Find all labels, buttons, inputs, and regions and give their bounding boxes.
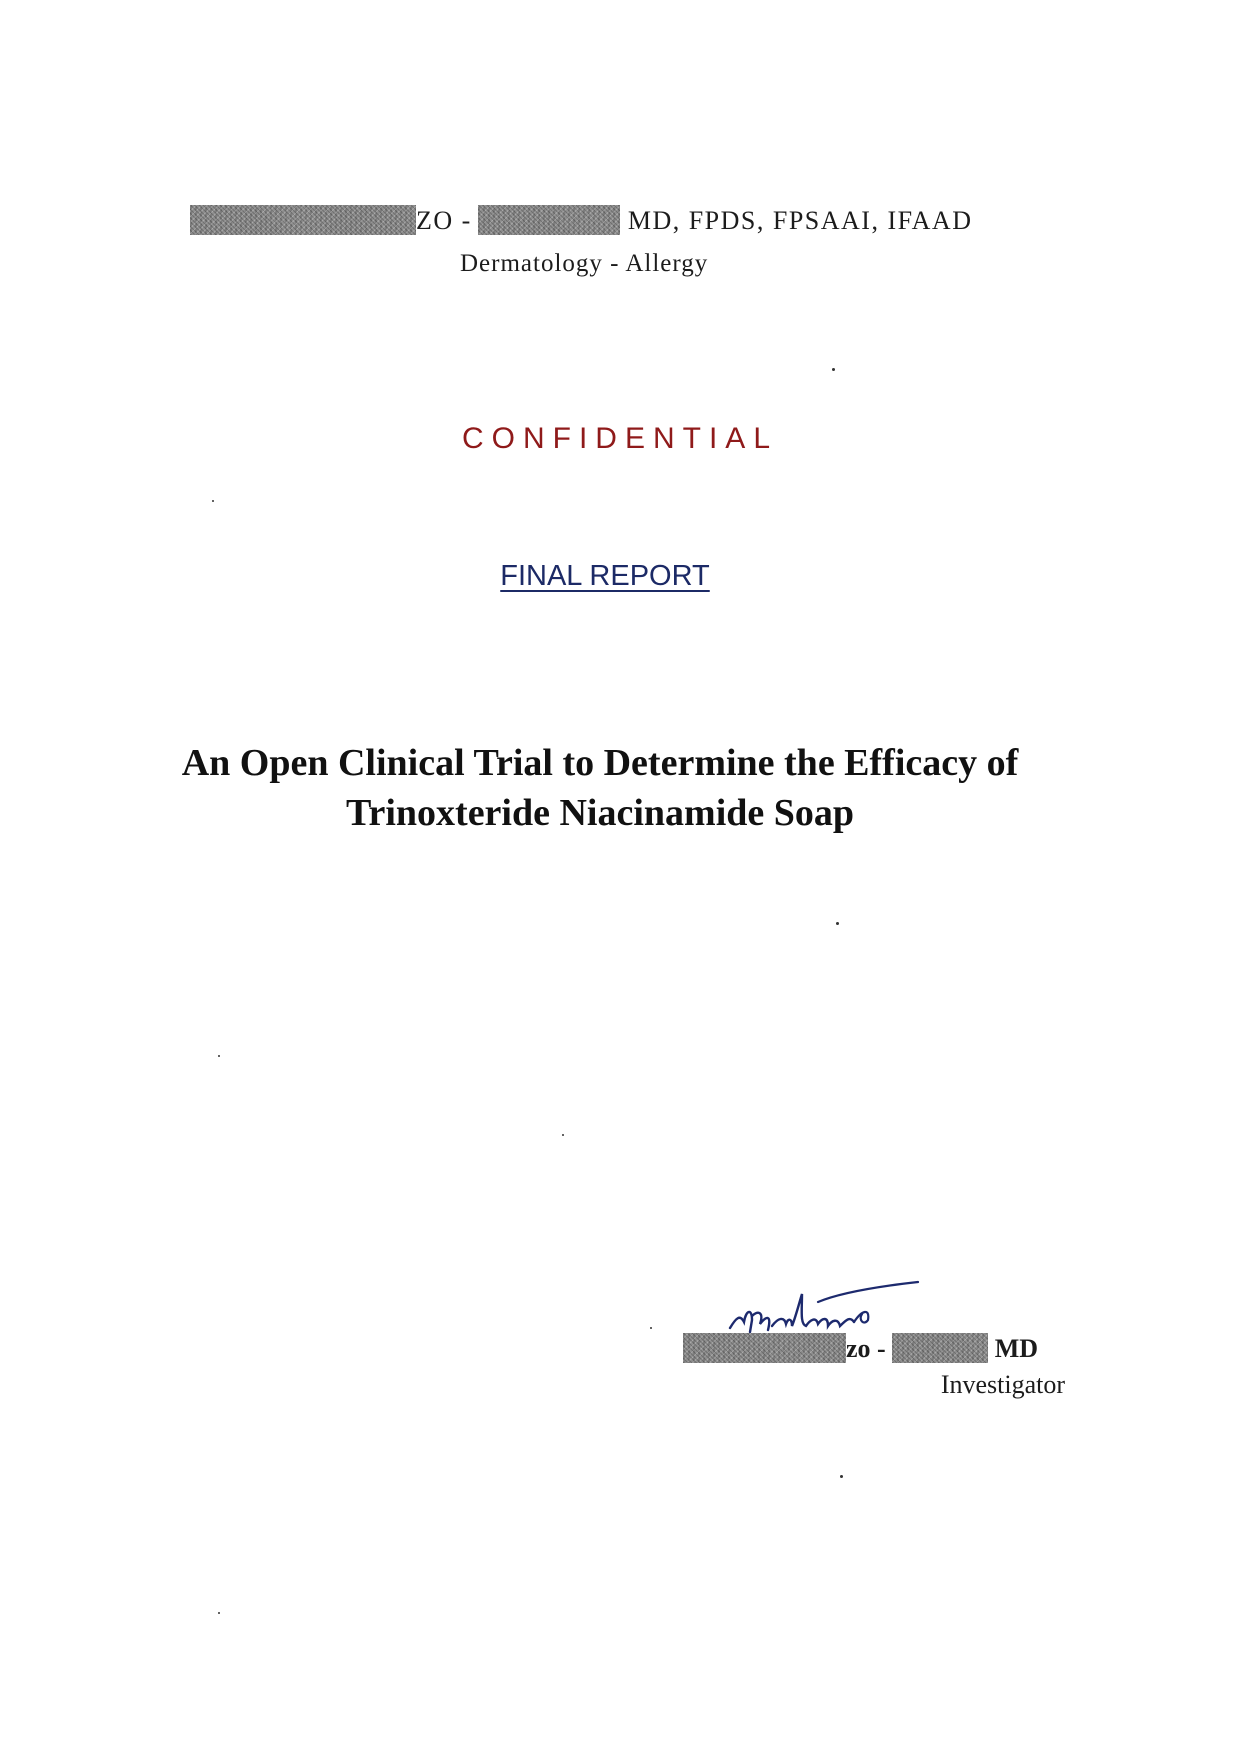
letterhead-name-line [190, 206, 1010, 236]
letterhead-credentials: MD, FPDS, FPSAAI, IFAAD [627, 206, 973, 235]
scan-speck [836, 922, 839, 925]
redaction-bar [683, 1333, 846, 1363]
report-type-heading [0, 560, 1210, 593]
signer-suffix: MD [994, 1334, 1039, 1363]
document-title [120, 738, 1080, 838]
redaction-bar [892, 1333, 988, 1363]
letterhead-specialty: Dermatology - Allergy [460, 250, 709, 277]
letterhead-name-fragment: ZO - [416, 206, 472, 235]
title-line-2: Trinoxteride Niacinamide Soap [345, 792, 855, 834]
redaction-bar [478, 205, 620, 235]
confidential-label: CONFIDENTIAL [461, 422, 779, 455]
scan-speck [650, 1327, 652, 1329]
scan-speck [562, 1134, 564, 1136]
signer-name-line [683, 1334, 1038, 1364]
scan-speck [840, 1475, 843, 1478]
scan-speck [832, 368, 835, 371]
scan-speck [218, 1612, 220, 1614]
signer-role: Investigator [940, 1370, 1065, 1399]
title-line-1: An Open Clinical Trial to Determine the Efficacy of [181, 742, 1019, 784]
redaction-bar [190, 205, 416, 235]
handwritten-signature [722, 1280, 922, 1340]
scan-speck [218, 1055, 220, 1057]
report-type-label: FINAL REPORT [500, 560, 710, 592]
scan-speck [212, 500, 214, 502]
signer-name-fragment: zo - [846, 1334, 886, 1363]
